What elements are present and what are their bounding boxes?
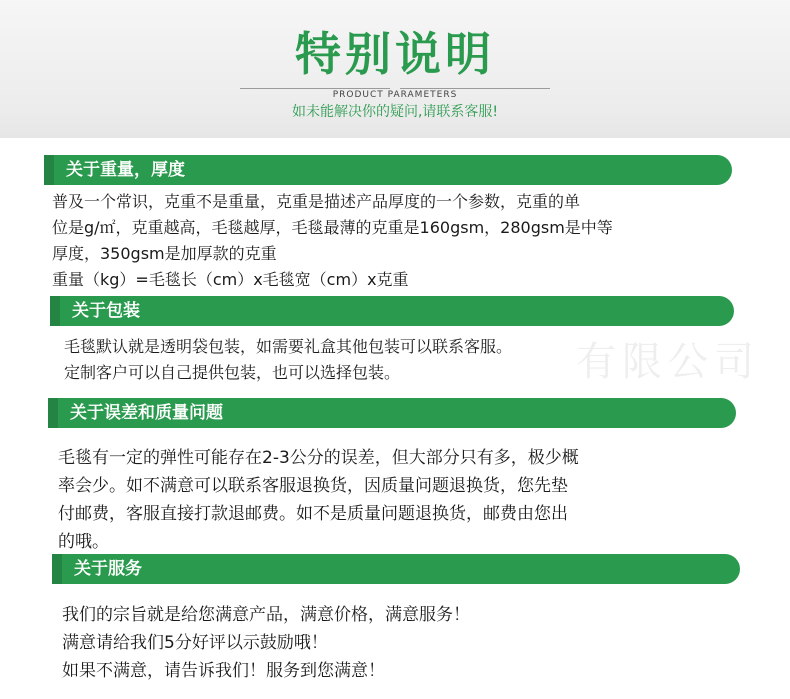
subtitle-chinese: 如未能解决你的疑问,请联系客服!	[291, 104, 499, 120]
title-rule-left	[240, 88, 390, 89]
section-body-packaging	[64, 334, 512, 386]
section-body-error-quality	[58, 444, 579, 556]
title-rule-right	[400, 88, 550, 89]
text-line: 位是g/㎡，克重越高，毛毯越厚，毛毯最薄的克重是160gsm，280gsm是中等	[52, 218, 613, 237]
section-heading-error-quality	[48, 398, 736, 428]
section-heading-label: 关于误差和质量问题	[70, 403, 223, 423]
text-line: 普及一个常识，克重不是重量，克重是描述产品厚度的一个参数，克重的单	[52, 192, 581, 211]
section-heading-packaging	[50, 296, 734, 326]
page-header	[0, 0, 790, 138]
subtitle-english: PRODUCT PARAMETERS	[332, 90, 458, 100]
text-line: 满意请给我们5分好评以示鼓励哦！	[62, 633, 328, 653]
page-title: 特别说明	[295, 27, 495, 81]
section-body-weight	[52, 189, 613, 293]
text-line: 毛毯默认就是透明袋包装，如需要礼盒其他包装可以联系客服。	[64, 337, 513, 356]
text-line: 付邮费，客服直接打款退邮费。如不是质量问题退换货，邮费由您出	[58, 504, 568, 524]
section-heading-label: 关于包装	[72, 301, 140, 321]
text-line: 率会少。如不满意可以联系客服退换货，因质量问题退换货，您先垫	[58, 476, 568, 496]
section-heading-label: 关于服务	[74, 559, 142, 579]
text-line: 厚度，350gsm是加厚款的克重	[52, 244, 277, 263]
text-line: 的哦。	[58, 532, 109, 552]
watermark: 有限公司	[576, 339, 760, 385]
section-heading-weight	[44, 155, 732, 185]
section-heading-label: 关于重量，厚度	[66, 160, 185, 180]
text-line: 我们的宗旨就是给您满意产品，满意价格，满意服务！	[62, 605, 470, 625]
text-line: 定制客户可以自己提供包装，也可以选择包装。	[64, 363, 401, 382]
text-line: 毛毯有一定的弹性可能存在2-3公分的误差，但大部分只有多，极少概	[58, 448, 579, 468]
section-body-service	[62, 601, 470, 685]
text-line: 重量（kg）=毛毯长（cm）x毛毯宽（cm）x克重	[52, 270, 409, 289]
section-heading-service	[52, 554, 740, 584]
text-line: 如果不满意，请告诉我们！服务到您满意！	[62, 661, 385, 681]
